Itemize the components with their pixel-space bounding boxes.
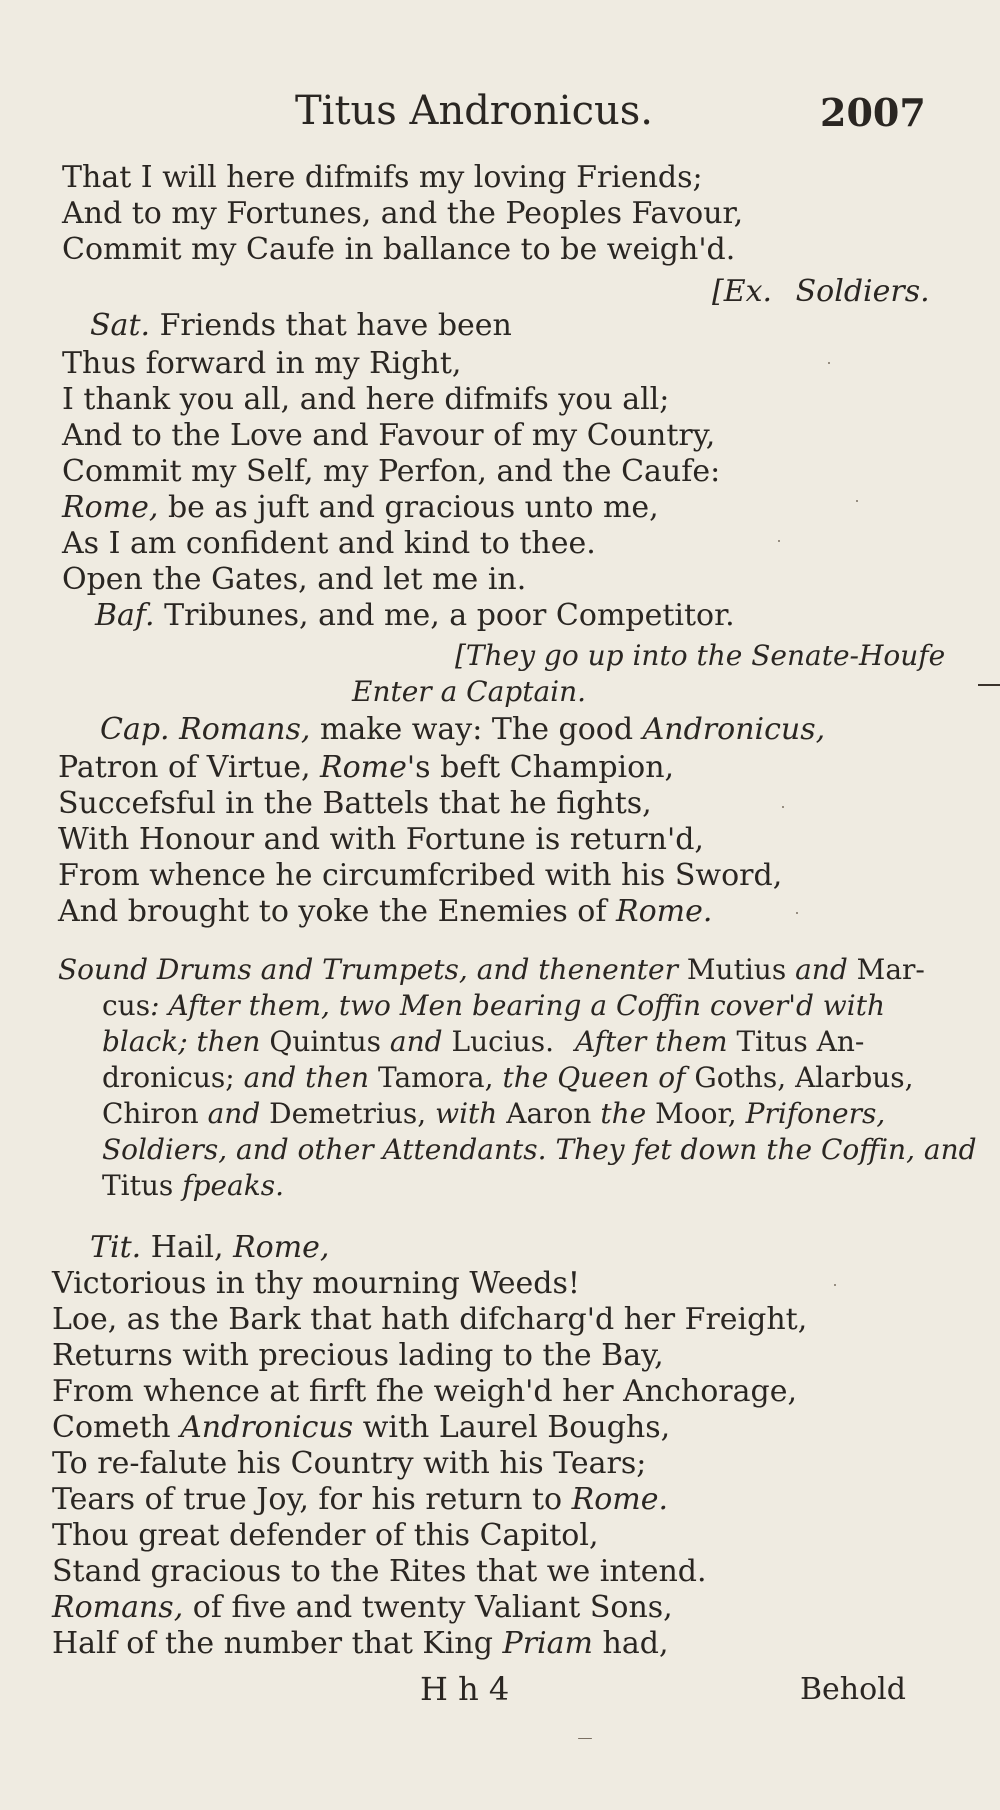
verse-text: Half of the number that King — [52, 1626, 493, 1661]
verse-text: be as juft and gracious unto me, — [167, 490, 659, 525]
sd-text: : After them, two Men bearing a Coffin cover'd with — [150, 989, 886, 1022]
sd-text: the — [600, 1097, 647, 1130]
stage-direction-line — [102, 988, 885, 1024]
verse-line: Thus forward in my Right, — [62, 346, 462, 381]
verse-text: had, — [602, 1626, 669, 1661]
verse-text: Friends that have been — [159, 308, 512, 343]
verse-line: And to my Fortunes, and the Peoples Favour, — [62, 196, 744, 231]
running-title: Titus Andronicus. — [295, 88, 653, 134]
proper-name: Andronicus — [180, 1410, 354, 1445]
verse-text: make way: The good — [319, 712, 634, 747]
verse-line — [52, 1410, 670, 1446]
verse-text: 's beft Champion, — [406, 750, 675, 785]
place-name: Rome, — [233, 1230, 330, 1265]
verse-line: Stand gracious to the Rites that we intend. — [52, 1554, 707, 1589]
ink-speck — [778, 540, 780, 542]
stage-direction-line — [102, 1096, 885, 1132]
verse-line: To re-falute his Country with his Tears; — [52, 1446, 647, 1481]
verse-line: From whence at firft fhe weigh'd her Anchorage, — [52, 1374, 797, 1409]
verse-line: I thank you all, and here difmifs you all; — [62, 382, 670, 417]
exit-bracket: [Ex. — [712, 274, 773, 309]
verse-text: And brought to yoke the Enemies of — [58, 894, 607, 929]
stage-direction-captain: Enter a Captain. — [352, 675, 587, 708]
verse-line: With Honour and with Fortune is return'd, — [58, 822, 704, 857]
sd-text: fpeaks. — [182, 1169, 284, 1202]
proper-name: Andronicus, — [642, 712, 826, 747]
character-name: Titus — [102, 1169, 174, 1202]
signature-mark: H h 4 — [420, 1670, 510, 1708]
place-name: Rome — [320, 750, 407, 785]
verse-line — [58, 894, 712, 930]
character-name: Mutius — [686, 953, 787, 986]
ink-speck — [856, 500, 858, 502]
verse-line: Commit my Caufe in ballance to be weigh'd. — [62, 232, 736, 267]
place-name: Rome. — [571, 1482, 669, 1517]
character-name: Moor, — [655, 1097, 737, 1130]
verse-text: of five and twenty Valiant Sons, — [192, 1590, 673, 1625]
sd-text: and — [795, 953, 848, 986]
stage-direction-line — [102, 1168, 284, 1204]
stage-direction-senate: [They go up into the Senate-Houfe — [455, 639, 946, 672]
character-name: Quintus — [269, 1025, 381, 1058]
sd-text: the Queen of — [502, 1061, 686, 1094]
verse-line — [58, 750, 674, 786]
place-name: Rome, — [62, 490, 159, 525]
speaker-name: Baf. — [95, 598, 155, 633]
character-name: Chiron — [102, 1097, 199, 1130]
sd-text: Sound Drums and Trumpets, and thenenter — [58, 953, 678, 986]
speech-line — [95, 598, 735, 634]
character-name: cus — [102, 989, 151, 1022]
verse-line: As I am confident and kind to thee. — [62, 526, 596, 561]
speaker-name: Cap. — [100, 712, 170, 747]
exit-soldiers: Soldiers. — [795, 274, 930, 309]
speech-line — [90, 1230, 329, 1266]
sd-text: and — [207, 1097, 261, 1130]
margin-mark — [978, 684, 1000, 686]
character-name: Aaron — [506, 1097, 592, 1130]
stage-direction-line — [102, 1024, 864, 1060]
verse-line: Returns with precious lading to the Bay, — [52, 1338, 664, 1373]
verse-line — [52, 1626, 668, 1662]
verse-text: Tribunes, and me, a poor Competitor. — [164, 598, 735, 633]
verse-text: Cometh — [52, 1410, 171, 1445]
speaker-name: Sat. — [90, 308, 151, 343]
exit-direction — [712, 274, 930, 310]
verse-line: Open the Gates, and let me in. — [62, 562, 527, 597]
ink-speck — [796, 912, 798, 914]
sd-text: and — [389, 1025, 443, 1058]
verse-text: with Laurel Boughs, — [362, 1410, 671, 1445]
verse-text: Patron of Virtue, — [58, 750, 311, 785]
place-name: Rome. — [615, 894, 713, 929]
verse-line: From whence he circumfcribed with his Sword, — [58, 858, 783, 893]
verse-line: Loe, as the Bark that hath difcharg'd her Freight, — [52, 1302, 808, 1337]
verse-line — [52, 1590, 673, 1626]
ink-speck — [782, 806, 784, 808]
ink-speck — [828, 362, 830, 364]
verse-text: Hail, — [150, 1230, 224, 1265]
sd-text: and then — [243, 1061, 370, 1094]
stage-direction-line — [102, 1060, 914, 1096]
verse-line: Thou great defender of this Capitol, — [52, 1518, 599, 1553]
verse-line: Victorious in thy mourning Weeds! — [52, 1266, 580, 1301]
ink-speck — [578, 1738, 592, 1739]
verse-line: That I will here difmifs my loving Friends; — [62, 160, 703, 195]
proper-name: Priam — [502, 1626, 593, 1661]
catchword: Behold — [800, 1672, 906, 1707]
verse-line: Commit my Self, my Perfon, and the Caufe: — [62, 454, 721, 489]
sd-text: Prifoners, — [745, 1097, 886, 1130]
character-name: dronicus; — [102, 1061, 235, 1094]
verse-text: Tears of true Joy, for his return to — [52, 1482, 563, 1517]
verse-line — [52, 1482, 668, 1518]
sd-text: black; then — [102, 1025, 261, 1058]
verse-line — [62, 490, 659, 526]
sd-text: with — [435, 1097, 498, 1130]
verse-line: Succefsful in the Battels that he fights, — [58, 786, 652, 821]
character-name: Mar- — [856, 953, 925, 986]
stage-direction-line — [58, 952, 925, 988]
ink-speck — [834, 1284, 836, 1286]
page-number: 2007 — [820, 90, 926, 135]
character-name: Titus An- — [736, 1025, 865, 1058]
speaker-name: Tit. — [90, 1230, 142, 1265]
character-name: Tamora, — [377, 1061, 494, 1094]
proper-name: Romans, — [52, 1590, 184, 1625]
proper-name: Romans, — [179, 712, 311, 747]
character-name: Demetrius, — [269, 1097, 427, 1130]
verse-line: And to the Love and Favour of my Country, — [62, 418, 716, 453]
speech-line — [100, 712, 825, 748]
character-name: Lucius. — [451, 1025, 555, 1058]
stage-direction-line: Soldiers, and other Attendants. They fet down the Coffin, and — [102, 1133, 977, 1166]
sd-text: After them — [574, 1025, 728, 1058]
speech-line — [90, 308, 512, 344]
character-name: Goths, Alarbus, — [694, 1061, 914, 1094]
